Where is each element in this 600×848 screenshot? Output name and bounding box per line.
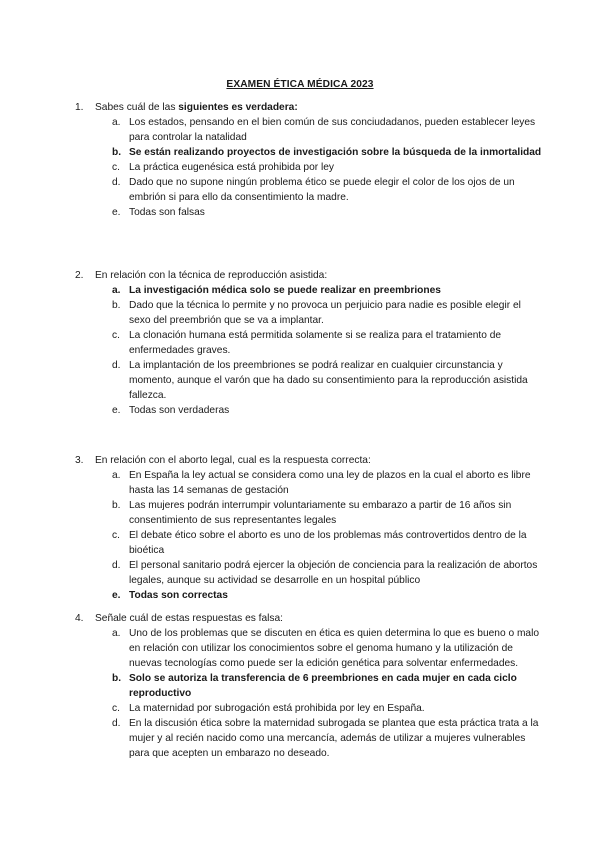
answer-options	[75, 468, 545, 603]
option-text: Solo se autoriza la transferencia de 6 preembriones en cada mujer en cada ciclo reproductivo	[129, 673, 517, 699]
question-stem-text: En relación con el aborto legal, cual es la respuesta correcta:	[95, 455, 371, 466]
option-letter: b.	[112, 147, 122, 158]
answer-option-c	[75, 701, 545, 716]
question-3	[75, 453, 545, 603]
answer-option-d	[75, 716, 545, 761]
option-letter: b.	[112, 300, 121, 311]
option-letter: c.	[112, 703, 120, 714]
answer-option-a	[75, 468, 545, 498]
answer-option-a	[75, 626, 545, 671]
question-4	[75, 611, 545, 761]
option-letter: d.	[112, 718, 121, 729]
answer-option-e	[75, 588, 545, 603]
option-text: Todas son verdaderas	[129, 405, 230, 416]
page-title: EXAMEN ÉTICA MÉDICA 2023	[226, 79, 374, 90]
option-text: Dado que la técnica lo permite y no provoca un perjuicio para nadie es posible elegir el sexo del preembrión que se va a implantar.	[129, 300, 521, 326]
answer-option-c	[75, 528, 545, 558]
option-letter: a.	[112, 285, 121, 296]
option-letter: c.	[112, 162, 120, 173]
option-text: Todas son correctas	[129, 590, 228, 601]
option-text: La clonación humana está permitida solamente si se realiza para el tratamiento de enfermedades graves.	[129, 330, 502, 356]
option-letter: d.	[112, 360, 121, 371]
question-stem-emphasis: siguientes es verdadera:	[178, 102, 298, 113]
answer-options	[75, 283, 545, 418]
option-text: La maternidad por subrogación está prohibida por ley en España.	[129, 703, 425, 714]
question-stem	[75, 100, 545, 115]
answer-option-e	[75, 205, 545, 220]
answer-option-d	[75, 175, 545, 205]
answer-option-b	[75, 298, 545, 328]
question-stem	[75, 453, 545, 468]
option-text: La implantación de los preembriones se podrá realizar en cualquier circunstancia y momento, aunque el varón que ha dado su consentimiento para la reproducción asistida fallezca.	[129, 360, 528, 401]
option-letter: c.	[112, 530, 120, 541]
answer-options	[75, 115, 545, 220]
option-text: Los estados, pensando en el bien común de sus conciudadanos, pueden establecer leyes para controlar la natalidad	[129, 117, 536, 143]
answer-option-b	[75, 671, 545, 701]
question-number: 1.	[75, 102, 84, 113]
option-text: Las mujeres podrán interrumpir voluntariamente su embarazo a partir de 16 años sin consentimiento de sus representantes legales	[129, 500, 512, 526]
option-letter: e.	[112, 207, 121, 218]
question-1	[75, 100, 545, 220]
answer-option-c	[75, 328, 545, 358]
option-text: La investigación médica solo se puede realizar en preembriones	[129, 285, 441, 296]
answer-option-d	[75, 558, 545, 588]
question-number: 3.	[75, 455, 84, 466]
question-number: 2.	[75, 270, 84, 281]
option-letter: a.	[112, 470, 121, 481]
option-letter: a.	[112, 117, 121, 128]
answer-options	[75, 626, 545, 761]
option-letter: e.	[112, 405, 121, 416]
option-letter: a.	[112, 628, 121, 639]
question-stem	[75, 611, 545, 626]
option-text: El personal sanitario podrá ejercer la objeción de conciencia para la realización de abortos legales, aunque su actividad se desarrolle en un hospital público	[129, 560, 538, 586]
answer-option-e	[75, 403, 545, 418]
option-letter: b.	[112, 673, 122, 684]
question-stem-text: Señale cuál de estas respuestas es falsa:	[95, 613, 284, 624]
option-text: La práctica eugenésica está prohibida por ley	[129, 162, 335, 173]
question-2	[75, 268, 545, 418]
answer-option-b	[75, 145, 545, 160]
option-letter: e.	[112, 590, 121, 601]
option-text: Uno de los problemas que se discuten en ética es quien determina lo que es bueno o malo en relación con utilizar los conocimientos sobre el genoma humano y la utilización de nuevas tecnologías como puede ser la edición genética para solventar enfermedades.	[129, 628, 540, 669]
answer-option-c	[75, 160, 545, 175]
question-stem-text: Sabes cuál de las	[95, 102, 179, 113]
question-stem-text: En relación con la técnica de reproducción asistida:	[95, 270, 328, 281]
option-text: Todas son falsas	[129, 207, 205, 218]
answer-option-a	[75, 115, 545, 145]
option-letter: d.	[112, 177, 121, 188]
option-text: En España la ley actual se considera como una ley de plazos en la cual el aborto es libre hasta las 14 semanas de gestación	[129, 470, 531, 496]
answer-option-a	[75, 283, 545, 298]
option-letter: b.	[112, 500, 121, 511]
answer-option-b	[75, 498, 545, 528]
answer-option-d	[75, 358, 545, 403]
question-stem	[75, 268, 545, 283]
option-text: El debate ético sobre el aborto es uno de los problemas más controvertidos dentro de la bioética	[129, 530, 527, 556]
option-letter: c.	[112, 330, 120, 341]
option-letter: d.	[112, 560, 121, 571]
option-text: Se están realizando proyectos de investigación sobre la búsqueda de la inmortalidad	[129, 147, 542, 158]
option-text: En la discusión ética sobre la maternidad subrogada se plantea que esta práctica trata a la mujer y al recién nacido como una mercancía, además de utilizar a mujeres vulnerables para que acepten un embarazo no deseado.	[129, 718, 539, 759]
question-number: 4.	[75, 613, 84, 624]
option-text: Dado que no supone ningún problema ético se puede elegir el color de los ojos de un embrión si para ello da consentimiento la madre.	[129, 177, 515, 203]
